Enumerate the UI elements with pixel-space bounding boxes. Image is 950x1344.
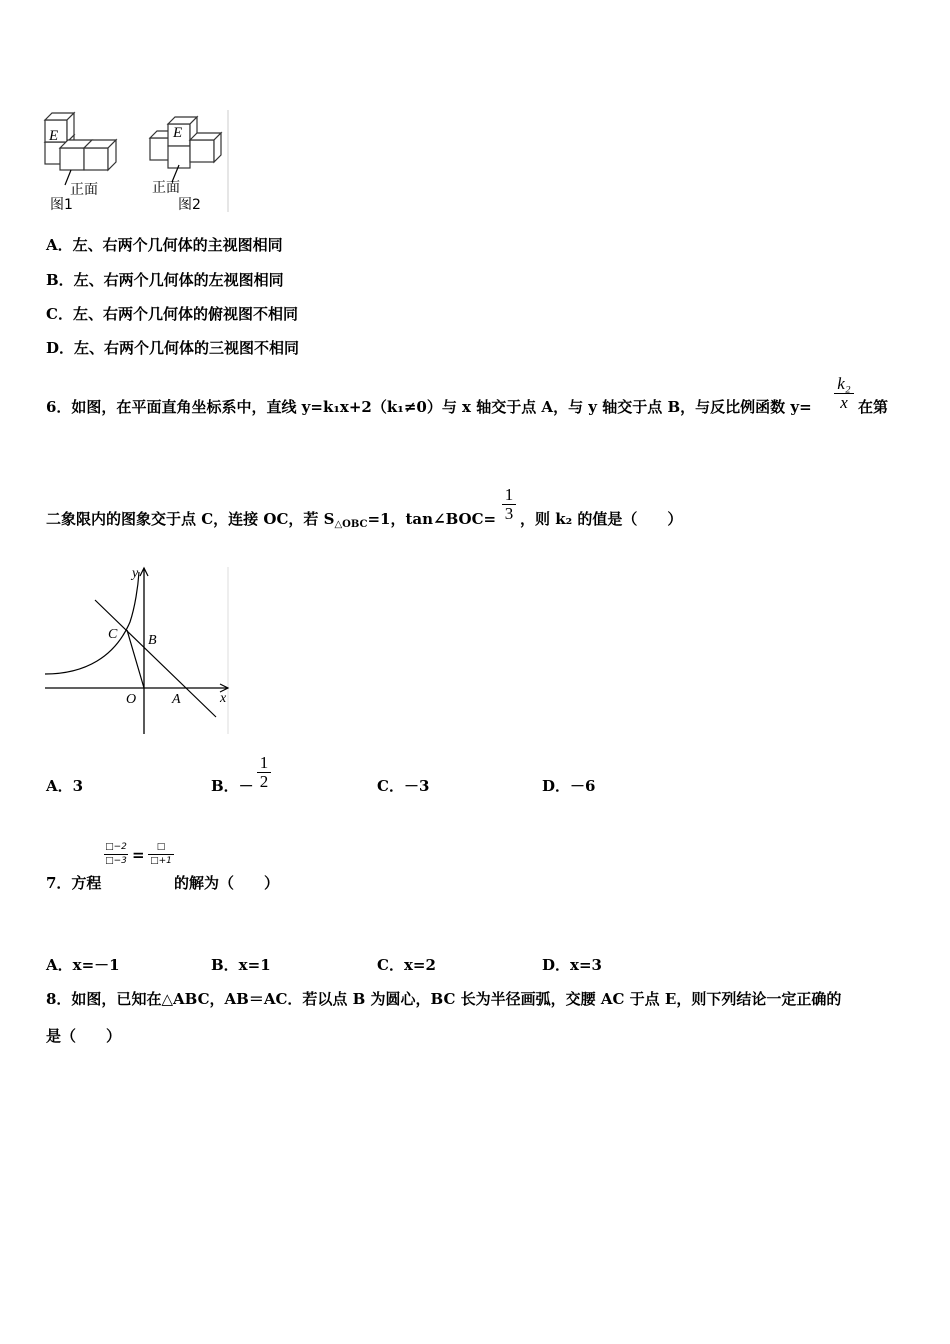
q8-line1: 8．如图，已知在△ABC，AB＝AC．若以点 B 为圆心，BC 长为半径画弧，交腰 AC 于点 E，则下列结论一定正确的 [46,990,842,1008]
q7-equation [104,842,174,876]
fraction-tan [502,486,516,523]
q6-line1-tail: 在第 [858,398,889,416]
q5-option-a: A．左、右两个几何体的主视图相同 [46,236,283,254]
label-e-2: E [173,125,183,141]
q7-option-c: C．x=2 [377,956,436,974]
q6-line2-sub: △OBC [334,519,368,530]
q6-option-b-num: 1 [259,753,269,772]
q7-prefix: 7．方程 [46,874,102,892]
q6-line2-c: ，则 k₂ 的值是（ ） [520,510,683,528]
graph-label-c: C [108,627,118,642]
q6-option-a: A．3 [46,777,84,795]
q5-option-d: D．左、右两个几何体的三视图不相同 [46,339,300,357]
solids-figure [40,110,230,215]
q6-option-b-den: 2 [259,772,269,791]
q7-left-num: □−2 [105,842,127,852]
q7-equals: = [132,846,145,864]
coordinate-graph [40,562,235,737]
q7-option-b: B．x=1 [211,956,271,974]
fraction-tan-den: 3 [504,504,514,523]
graph-label-y: y [132,566,139,581]
graph-label-o: O [126,692,137,707]
graph-label-b: B [148,633,157,648]
label-front-2: 正面 [152,180,180,196]
q7-option-a: A．x=－1 [46,956,120,974]
q6-option-b-fraction [257,754,271,791]
label-front-1: 正面 [70,182,98,198]
q6-option-b-prefix: B．－ [211,777,254,795]
q5-option-c: C．左、右两个几何体的俯视图不相同 [46,305,298,323]
q6-option-d: D．－6 [542,777,596,795]
fraction-k-den: x [840,393,848,412]
q7-left-den: □−3 [105,856,127,866]
q6-line2-a: 二象限内的图象交于点 C，连接 OC，若 S [46,510,335,528]
q7-right-num: □ [156,842,166,852]
q6-line2-b: =1，tan∠BOC= [367,510,497,528]
caption-1: 图1 [50,197,73,213]
q6-option-c: C．－3 [377,777,430,795]
graph-label-a: A [172,692,181,707]
fraction-k2-over-x [834,375,854,412]
q7-suffix: 的解为（ ） [174,874,280,892]
fraction-k-num: k₂ [837,374,851,393]
q7-right-den: □+1 [150,856,172,866]
q6-line1: 6．如图，在平面直角坐标系中，直线 y=k₁x+2（k₁≠0）与 x 轴交于点 A，与 y 轴交于点 B，与反比例函数 y= [46,398,812,416]
label-e-1: E [49,128,59,144]
q7-option-d: D．x=3 [542,956,602,974]
graph-label-x: x [220,691,227,706]
q8-line2: 是（ ） [46,1027,122,1045]
caption-2: 图2 [178,197,201,213]
fraction-tan-num: 1 [504,485,514,504]
q6-line2 [46,510,496,534]
q5-option-b: B．左、右两个几何体的左视图相同 [46,271,284,289]
